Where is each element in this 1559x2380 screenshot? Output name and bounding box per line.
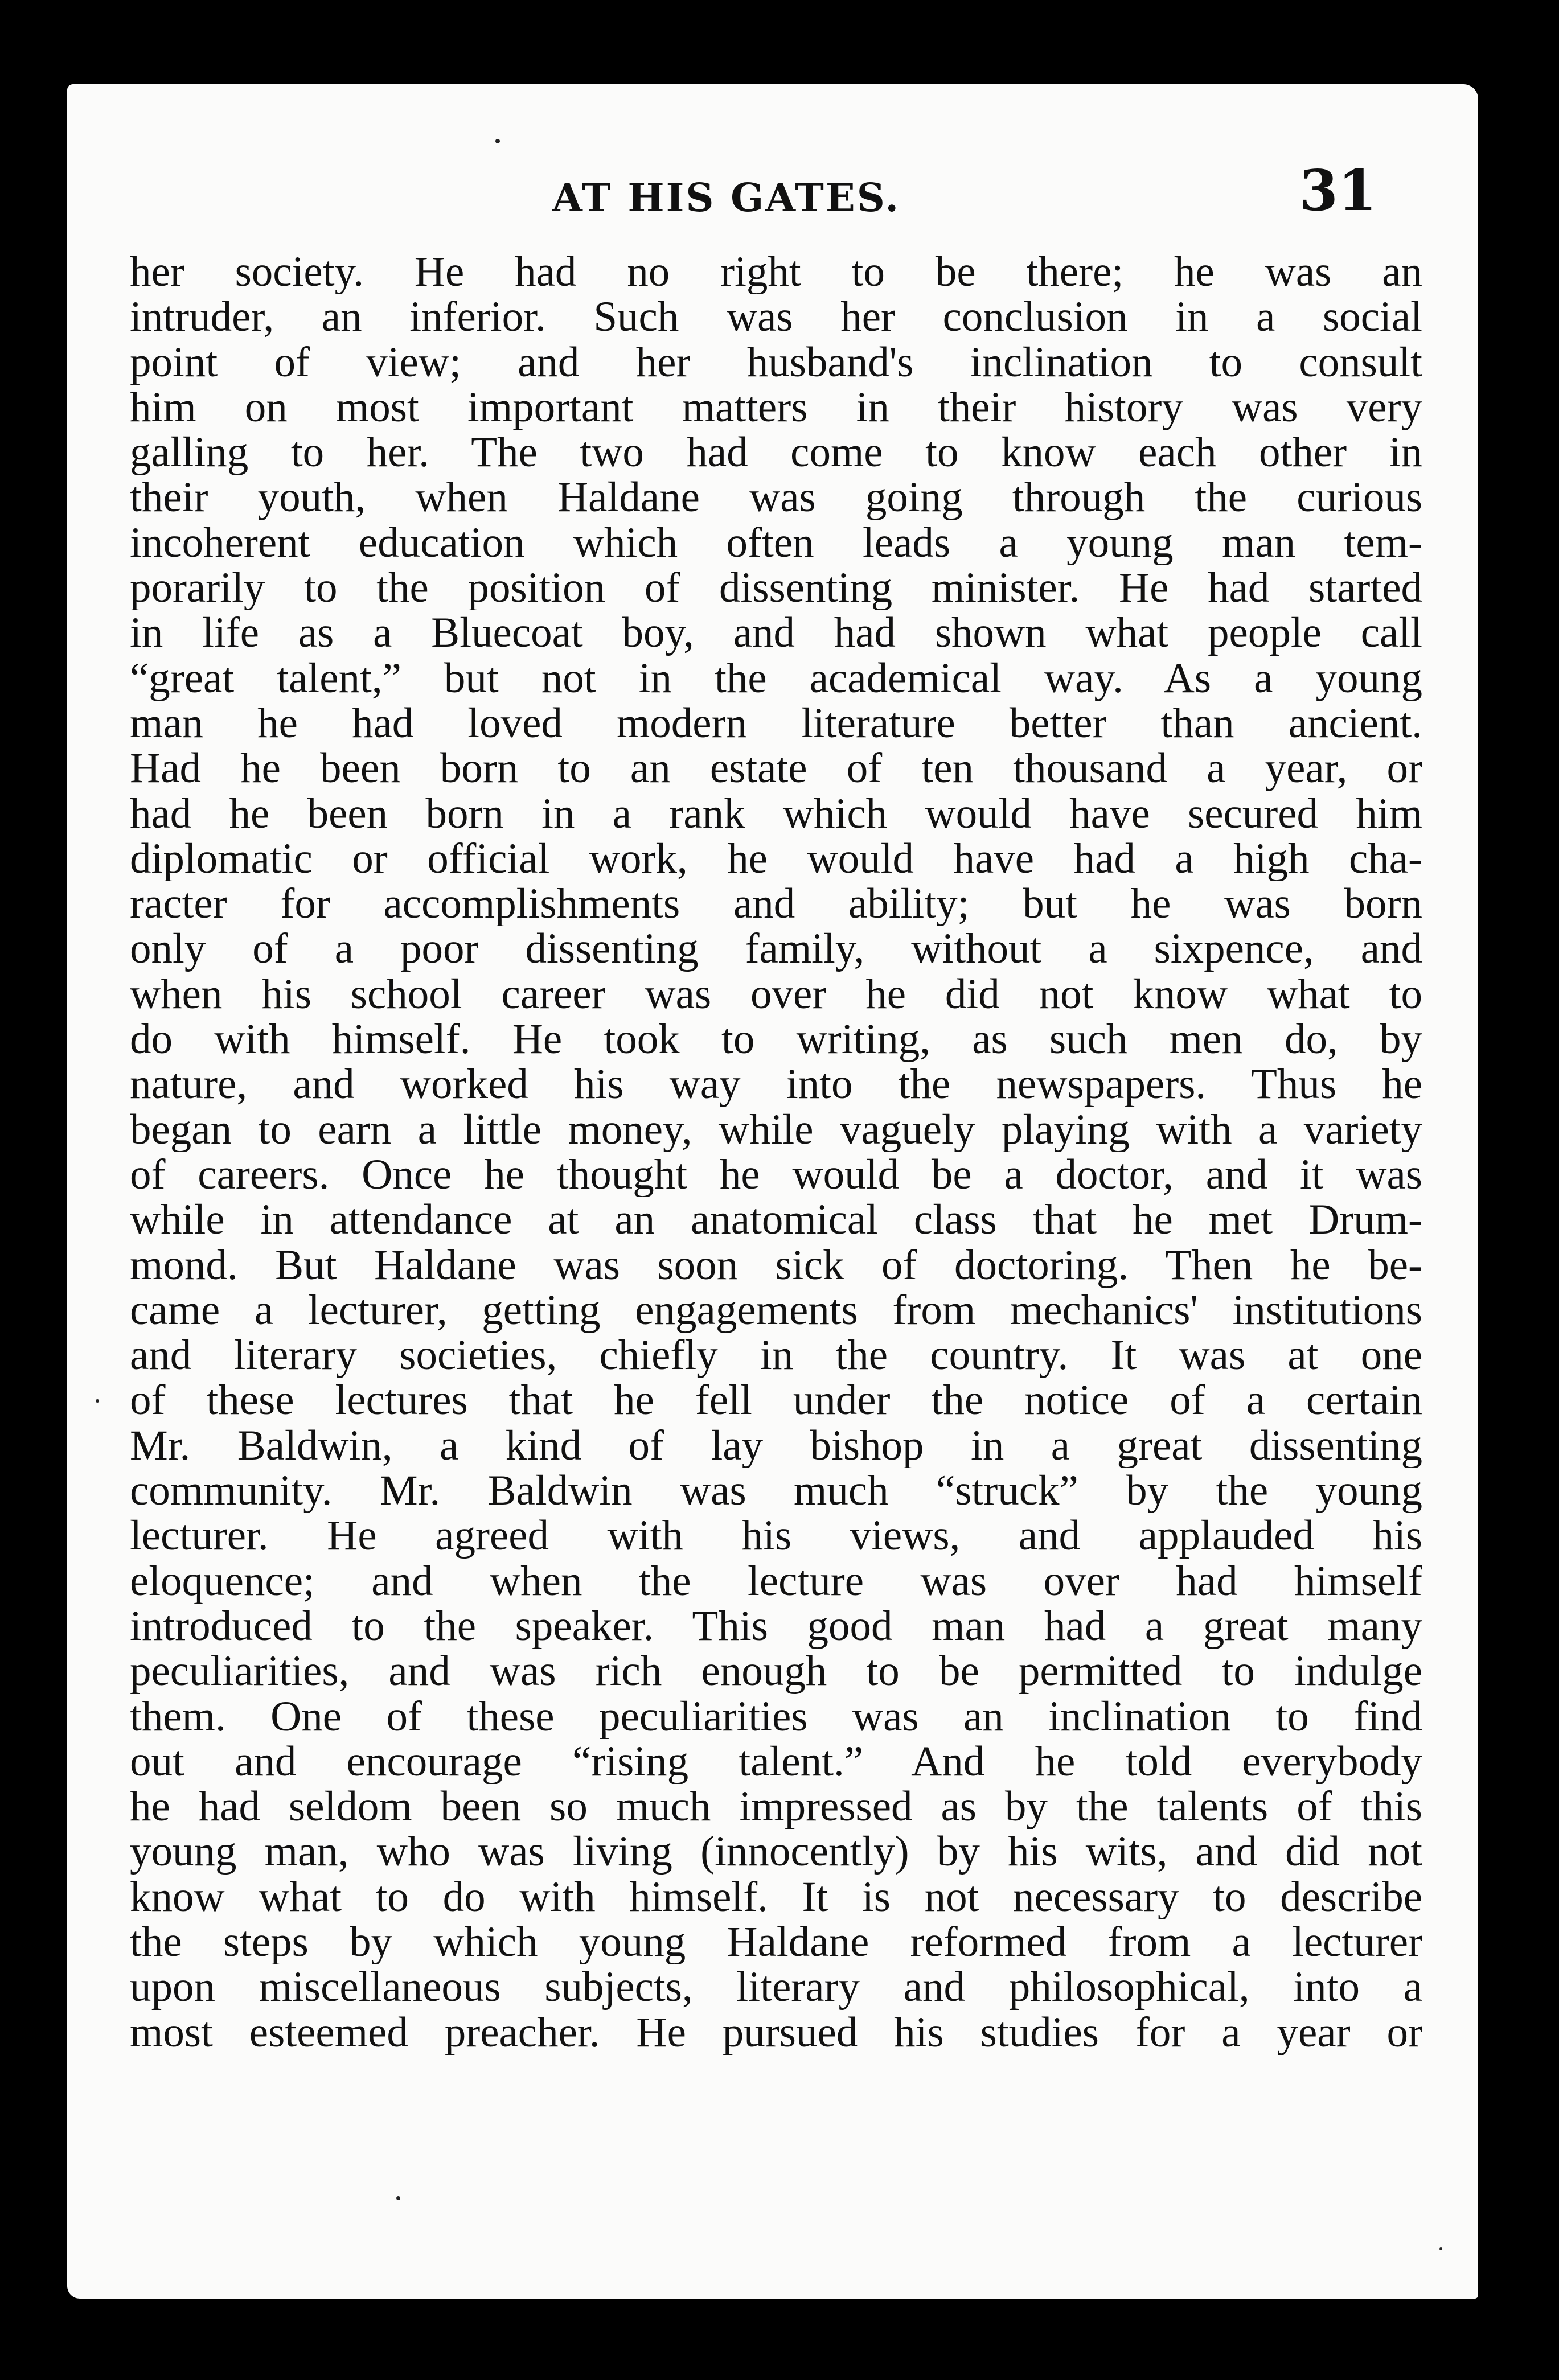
text-line: incoherent education which often leads a young man tem- [130,520,1422,566]
text-line: when his school career was over he did not know what to [130,971,1422,1017]
text-line: of these lectures that he fell under the notice of a certain [130,1378,1422,1423]
text-line: porarily to the position of dissenting minister. He had started [130,565,1422,611]
text-line: Had he been born to an estate of ten thousand a year, or [130,746,1422,791]
book-page [67,84,1478,2299]
text-line: young man, who was living (innocently) by his wits, and did not [130,1829,1422,1875]
text-line: point of view; and her husband's inclination to consult [130,339,1422,385]
text-line: diplomatic or official work, he would have had a high cha- [130,836,1422,882]
text-line: mond. But Haldane was soon sick of doctoring. Then he be- [130,1242,1422,1288]
text-line: their youth, when Haldane was going through the curious [130,475,1422,520]
text-line: lecturer. He agreed with his views, and applauded his [130,1513,1422,1559]
text-line: only of a poor dissenting family, without a sixpence, and [130,926,1422,972]
text-line: her society. He had no right to be there; he was an [130,249,1422,295]
page-number: 31 [1299,158,1377,224]
text-line: community. Mr. Baldwin was much “struck” by the young [130,1468,1422,1514]
text-line: introduced to the speaker. This good man had a great many [130,1603,1422,1649]
text-line: and literary societies, chiefly in the country. It was at one [130,1333,1422,1378]
scan-speck [495,139,500,143]
scan-speck [396,2196,400,2200]
text-line: while in attendance at an anatomical class that he met Drum- [130,1197,1422,1243]
text-line: “great talent,” but not in the academical way. As a young [130,655,1422,701]
text-line: him on most important matters in their history was very [130,384,1422,430]
text-line: most esteemed preacher. He pursued his studies for a year or [130,2009,1422,2055]
text-line: came a lecturer, getting engagements from mechanics' institutions [130,1287,1422,1333]
body-text [130,249,1422,2055]
text-line: racter for accomplishments and ability; but he was born [130,881,1422,927]
text-line: intruder, an inferior. Such was her conclusion in a social [130,294,1422,340]
text-line: do with himself. He took to writing, as such men do, by [130,1017,1422,1062]
text-line: peculiarities, and was rich enough to be permitted to indulge [130,1649,1422,1694]
scan-speck [96,1399,99,1403]
scan-speck [1439,2247,1442,2250]
text-line: know what to do with himself. It is not necessary to describe [130,1874,1422,1919]
text-line: had he been born in a rank which would have secured him [130,791,1422,836]
text-line: them. One of these peculiarities was an inclination to find [130,1693,1422,1739]
text-line: in life as a Bluecoat boy, and had shown what people call [130,610,1422,656]
page-header [67,158,1478,238]
text-line: he had seldom been so much impressed as by the talents of this [130,1784,1422,1830]
running-head: AT HIS GATES. [552,175,901,221]
text-line: upon miscellaneous subjects, literary and philosophical, into a [130,1964,1422,2010]
text-line: began to earn a little money, while vaguely playing with a variety [130,1107,1422,1152]
text-line: out and encourage “rising talent.” And he told everybody [130,1738,1422,1785]
text-line: eloquence; and when the lecture was over had himself [130,1558,1422,1604]
text-line: man he had loved modern literature better than ancient. [130,700,1422,746]
text-line: galling to her. The two had come to know each other in [130,430,1422,475]
text-line: Mr. Baldwin, a kind of lay bishop in a great dissenting [130,1423,1422,1469]
text-line: the steps by which young Haldane reformed from a lecturer [130,1919,1422,1965]
text-line: nature, and worked his way into the newspapers. Thus he [130,1062,1422,1107]
text-line: of careers. Once he thought he would be a doctor, and it was [130,1152,1422,1198]
